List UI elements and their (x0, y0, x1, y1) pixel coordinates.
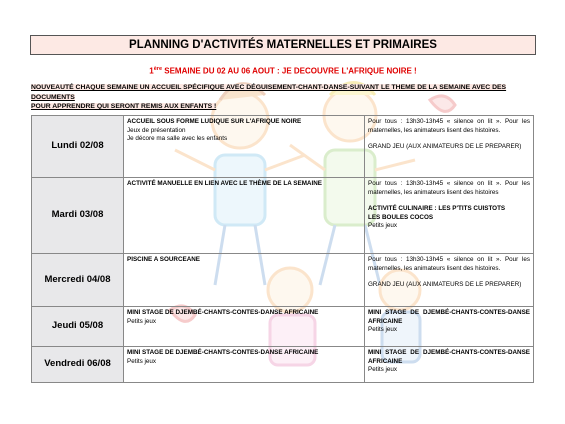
week-ordinal-suffix: ère (153, 66, 163, 72)
activity-heading: ACTIVITÉ CULINAIRE : LES P'TITS CUISTOTS (368, 205, 506, 213)
afternoon-cell (365, 254, 534, 307)
activity-line: GRAND JEU (AUX ANIMATEURS DE LE PREPARER) (368, 281, 522, 289)
table-row (32, 254, 534, 307)
morning-cell (124, 307, 365, 347)
activity-line: Petits jeux (127, 317, 157, 325)
activity-heading: MINI STAGE DE DJEMBÉ-CHANTS-CONTES-DANSE AFRICAINE (368, 349, 530, 365)
table-row (32, 178, 534, 254)
morning-cell (124, 347, 365, 383)
activity-line: Pour tous : 13h30-13h45 « silence on lit ». Pour les maternelles, les animateurs lisent des histoires. (368, 118, 530, 134)
activity-heading: PISCINE A SOURCEANE (127, 256, 201, 263)
activity-line: Petits jeux (368, 326, 398, 334)
activity-schedule-table (31, 115, 534, 383)
activity-heading: MINI STAGE DE DJEMBÉ-CHANTS-CONTES-DANSE AFRICAINE (127, 309, 319, 316)
afternoon-cell (365, 307, 534, 347)
week-subtitle-text: SEMAINE DU 02 AU 06 AOUT : JE DECOUVRE L'AFRIQUE NOIRE ! (162, 66, 417, 76)
activity-heading: ACCUEIL SOUS FORME LUDIQUE SUR L'AFRIQUE NOIRE (127, 118, 302, 125)
activity-line: Petits jeux (127, 357, 157, 365)
afternoon-cell (365, 347, 534, 383)
notice-line-2: POUR APPRENDRE QUI SERONT REMIS AUX ENFANTS ! (31, 103, 217, 111)
day-cell: Mardi 03/08 (32, 178, 124, 254)
activity-line: Je décore ma salle avec les enfants (127, 135, 228, 143)
activity-heading: MINI STAGE DE DJEMBÉ-CHANTS-CONTES-DANSE AFRICAINE (127, 349, 319, 356)
day-cell: Mercredi 04/08 (32, 254, 124, 307)
day-cell: Jeudi 05/08 (32, 307, 124, 347)
activity-heading: ACTIVITÉ MANUELLE EN LIEN AVEC LE THÈME DE LA SEMAINE (127, 180, 322, 187)
week-subtitle (30, 66, 536, 76)
table-row (32, 307, 534, 347)
activity-line: GRAND JEU (AUX ANIMATEURS DE LE PREPARER) (368, 143, 522, 151)
activity-line: Pour tous : 13h30-13h45 « silence on lit ». Pour les maternelles, les animateurs lisent des histoires. (368, 256, 530, 272)
activity-line: Petits jeux (368, 222, 398, 230)
day-cell: Vendredi 06/08 (32, 347, 124, 383)
table-row (32, 347, 534, 383)
notice-line-1: NOUVEAUTÉ CHAQUE SEMAINE UN ACCUEIL SPÉCIFIQUE AVEC DÉGUISEMENT-CHANT-DANSE-SUIVANT LE THEME DE LA SEMAINE AVEC DES DOCUMENTS (31, 84, 507, 101)
activity-heading: LES BOULES COCOS (368, 213, 434, 221)
activity-line: Pour tous : 13h30-13h45 « silence on lit ». Pour les maternelles, les animateurs lisent des histoires (368, 180, 530, 196)
activity-line: Jeux de présentation (127, 126, 186, 134)
novelty-notice (31, 83, 535, 112)
page-title: PLANNING D'ACTIVITÉS MATERNELLES ET PRIMAIRES (30, 35, 536, 55)
week-number: 1 (149, 66, 154, 76)
morning-cell (124, 178, 365, 254)
afternoon-cell (365, 116, 534, 178)
afternoon-cell (365, 178, 534, 254)
morning-cell (124, 254, 365, 307)
table-row (32, 116, 534, 178)
activity-heading: MINI STAGE DE DJEMBÉ-CHANTS-CONTES-DANSE AFRICAINE (368, 309, 530, 325)
morning-cell (124, 116, 365, 178)
activity-line: Petits jeux (368, 366, 398, 374)
day-cell: Lundi 02/08 (32, 116, 124, 178)
